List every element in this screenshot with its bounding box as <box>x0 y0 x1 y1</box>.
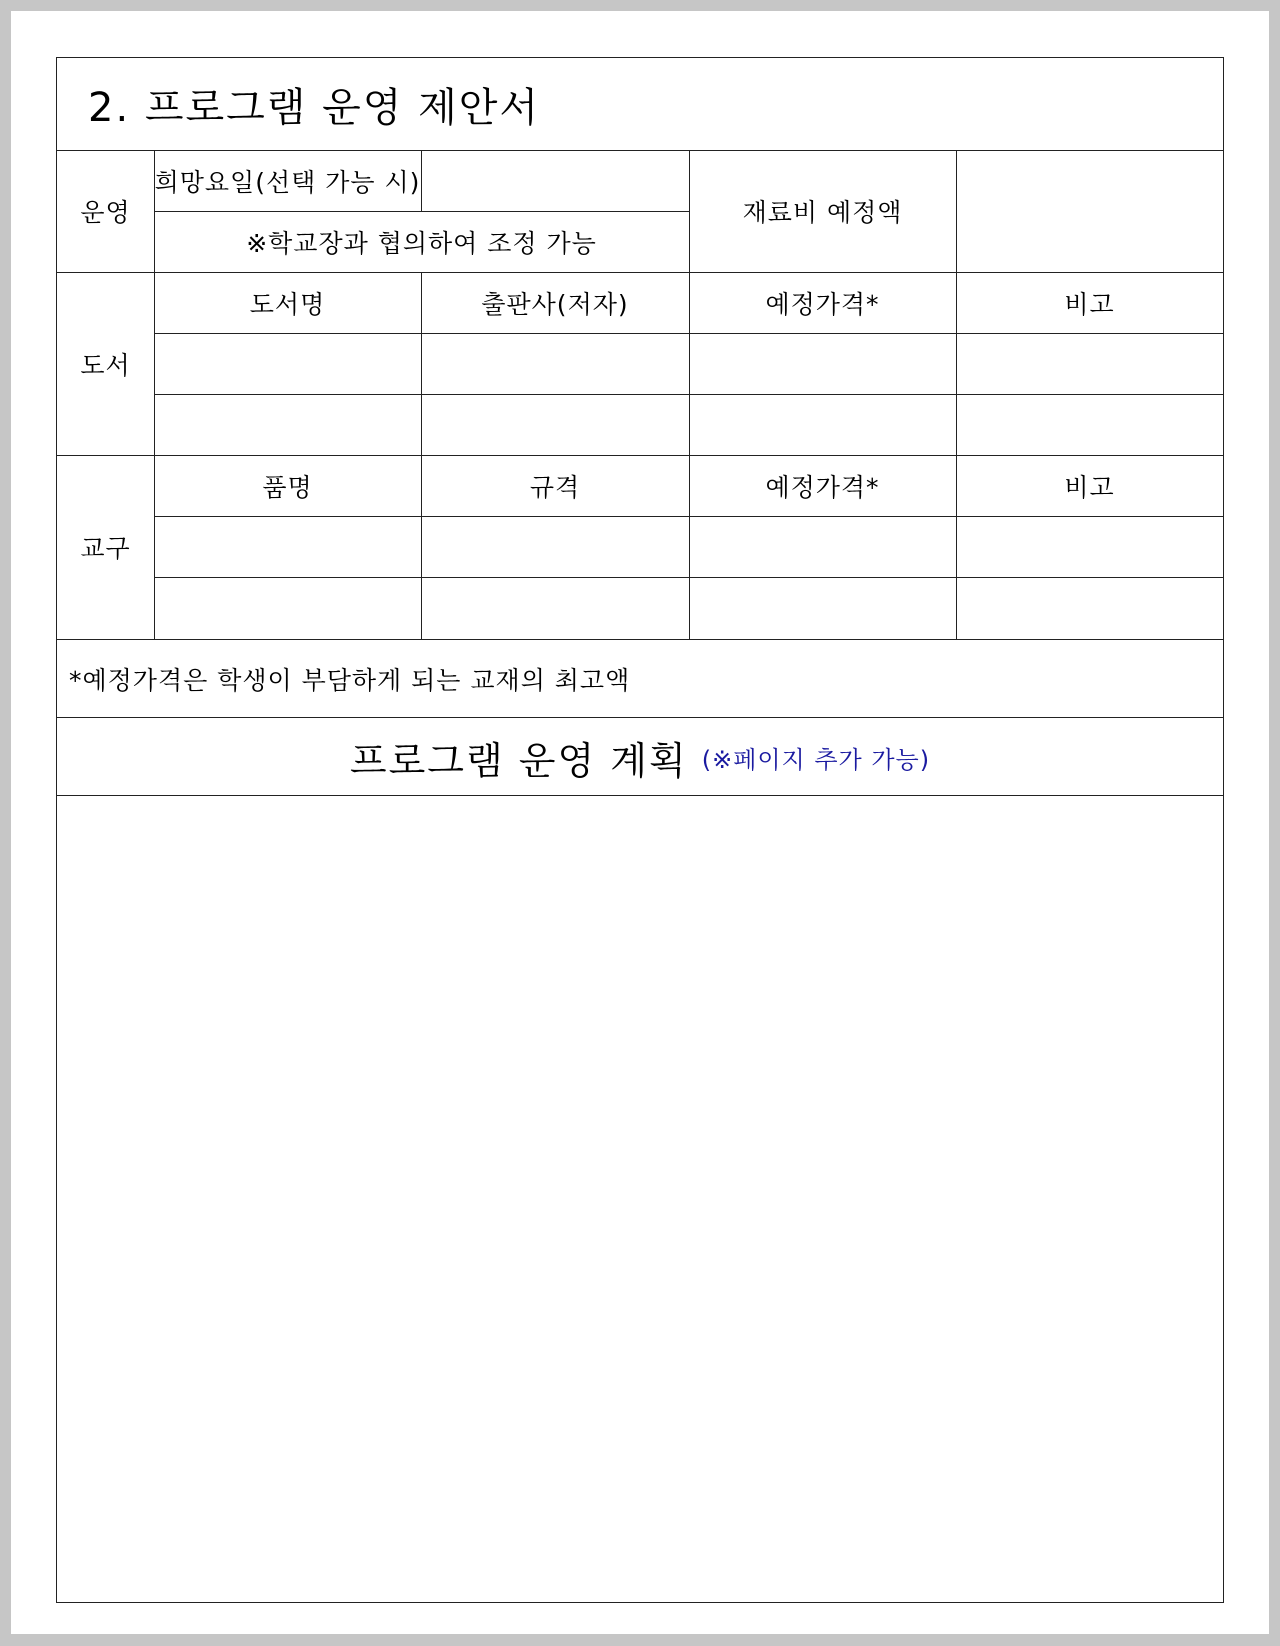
books-row-1-publisher-cell[interactable] <box>421 333 689 394</box>
adjust-note: ※학교장과 협의하여 조정 가능 <box>246 228 597 258</box>
document-page <box>11 11 1269 1634</box>
books-row-1-remarks-cell[interactable] <box>956 333 1223 394</box>
tools-label: 교구 <box>80 534 131 563</box>
books-row-2-price-cell[interactable] <box>689 394 956 455</box>
books-header-title: 도서명 <box>249 289 326 319</box>
material-cost-label: 재료비 예정액 <box>742 198 903 227</box>
plan-content-area[interactable] <box>57 796 1223 1602</box>
books-header-price: 예정가격* <box>765 289 880 319</box>
preferred-day-label: 희망요일(선택 가능 시) <box>154 167 421 197</box>
plan-title: 프로그램 운영 계획 <box>349 738 688 783</box>
books-row-2-publisher-cell[interactable] <box>421 394 689 455</box>
books-header-remarks: 비고 <box>1064 289 1115 319</box>
form-title: 2. 프로그램 운영 제안서 <box>88 84 541 131</box>
books-header-publisher: 출판사(저자) <box>481 289 629 319</box>
operation-label: 운영 <box>80 198 131 227</box>
tools-row-2-price-cell[interactable] <box>689 577 956 639</box>
books-row-2-remarks-cell[interactable] <box>956 394 1223 455</box>
preferred-day-field[interactable] <box>421 150 689 211</box>
tools-row-2-remarks-cell[interactable] <box>956 577 1223 639</box>
books-row-1-price-cell[interactable] <box>689 333 956 394</box>
tools-row-1-remarks-cell[interactable] <box>956 516 1223 577</box>
tools-row-1-spec-cell[interactable] <box>421 516 689 577</box>
tools-header-price: 예정가격* <box>765 472 880 502</box>
price-note: *예정가격은 학생이 부담하게 되는 교재의 최고액 <box>69 666 631 695</box>
plan-title-row <box>57 718 1223 796</box>
tools-row-2-item-cell[interactable] <box>154 577 421 639</box>
books-row-1-title-cell[interactable] <box>154 333 421 394</box>
tools-header-item: 품명 <box>262 472 313 502</box>
tools-header-remarks: 비고 <box>1064 472 1115 502</box>
books-row-2-title-cell[interactable] <box>154 394 421 455</box>
proposal-form <box>56 57 1224 1603</box>
tools-row-2-spec-cell[interactable] <box>421 577 689 639</box>
plan-subtitle: (※페이지 추가 가능) <box>701 745 931 774</box>
tools-row-1-price-cell[interactable] <box>689 516 956 577</box>
books-label: 도서 <box>80 350 131 380</box>
material-cost-field[interactable] <box>956 150 1223 272</box>
tools-header-spec: 규격 <box>529 472 581 502</box>
tools-row-1-item-cell[interactable] <box>154 516 421 577</box>
